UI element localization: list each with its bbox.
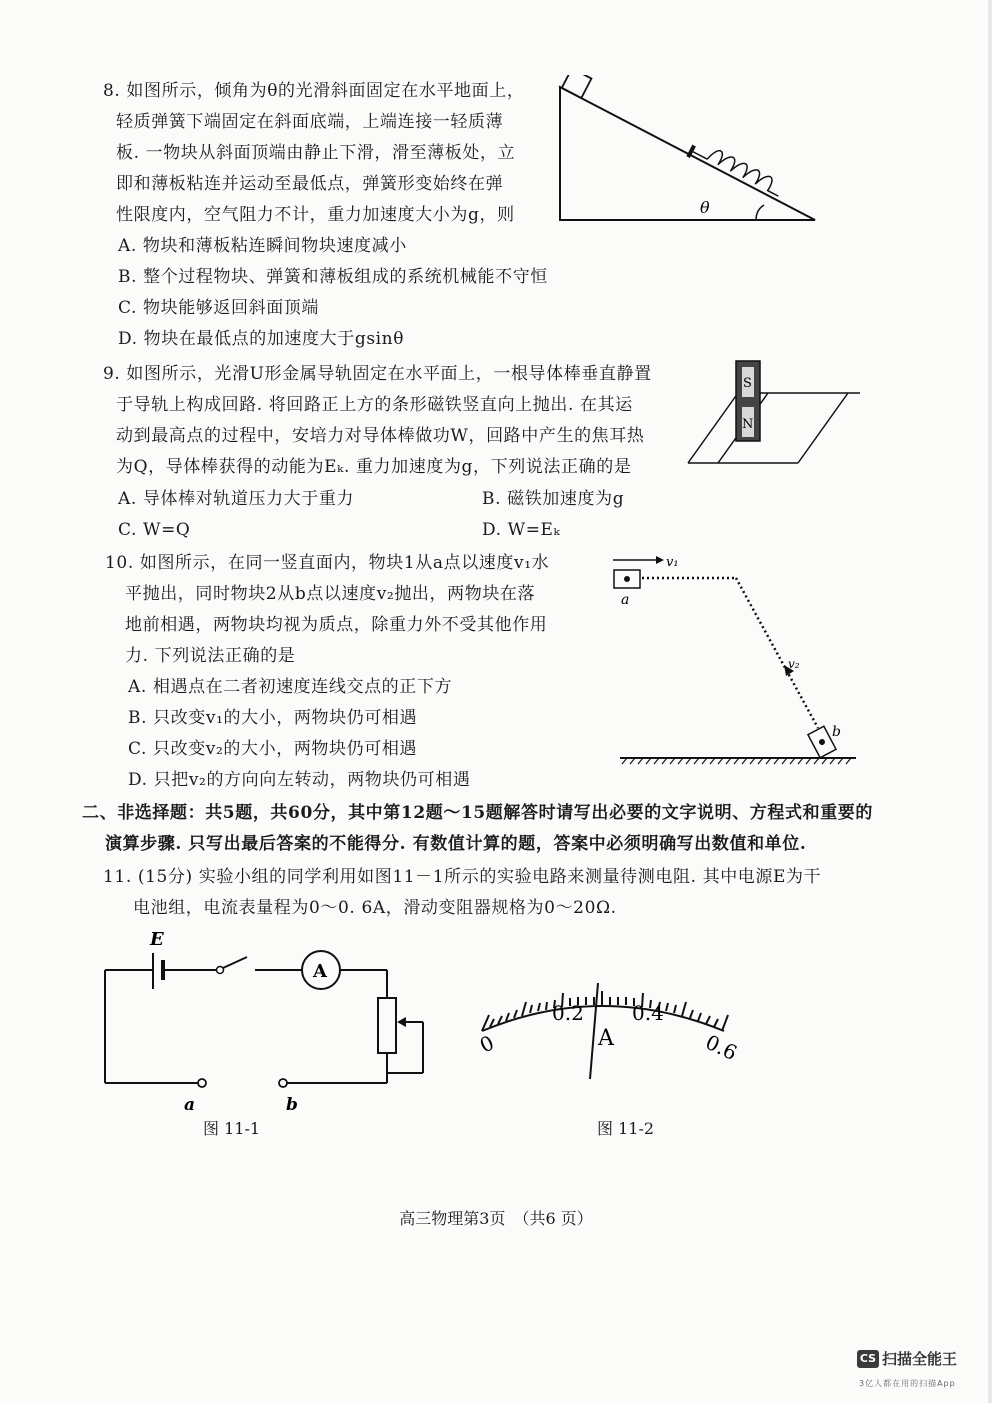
point-b-label: b bbox=[832, 724, 841, 740]
v2-label: v₂ bbox=[788, 657, 800, 671]
page-footer: 高三物理第3页 （共6 页） bbox=[399, 1209, 593, 1228]
q8-option-d: D. 物块在最低点的加速度大于gsinθ bbox=[118, 329, 405, 349]
point-a-label: a bbox=[621, 592, 630, 608]
terminal-a-label: a bbox=[184, 1095, 196, 1115]
q9-option-c: C. W=Q bbox=[118, 520, 191, 540]
q10-option-c: C. 只改变v₂的大小，两物块仍可相遇 bbox=[128, 739, 418, 759]
q9-stem-line: 动到最高点的过程中，安培力对导体棒做功W，回路中产生的焦耳热 bbox=[116, 426, 645, 446]
q10-option-a: A. 相遇点在二者初速度连线交点的正下方 bbox=[128, 677, 453, 697]
q8-stem-line: 性限度内，空气阻力不计，重力加速度大小为g，则 bbox=[116, 205, 515, 225]
incline-spring-figure bbox=[550, 75, 830, 230]
terminal-b-label: b bbox=[286, 1095, 298, 1115]
section-2-heading: 二、非选择题：共5题，共60分，其中第12题～15题解答时请写出必要的文字说明、方程式和重要的 bbox=[82, 803, 873, 823]
q10-stem-line: 平抛出，同时物块2从b点以速度v₂抛出，两物块在落 bbox=[125, 584, 536, 604]
v1-label: v₁ bbox=[666, 555, 679, 570]
q9-option-a: A. 导体棒对轨道压力大于重力 bbox=[118, 489, 355, 509]
ammeter-a-label: A bbox=[313, 961, 327, 982]
section-2-heading-cont: 演算步骤. 只写出最后答案的不能得分. 有数值计算的题，答案中必须明确写出数值和单位. bbox=[105, 834, 807, 854]
q8-option-c: C. 物块能够返回斜面顶端 bbox=[118, 298, 320, 318]
scanner-tagline: 3亿人都在用的扫描App bbox=[859, 1379, 956, 1388]
scanner-watermark bbox=[857, 1348, 957, 1369]
q10-option-b: B. 只改变v₁的大小，两物块仍可相遇 bbox=[128, 708, 418, 728]
q8-stem-line: 轻质弹簧下端固定在斜面底端，上端连接一轻质薄 bbox=[116, 112, 504, 132]
q9-stem-line: 9. 如图所示，光滑U形金属导轨固定在水平面上，一根导体棒垂直静置 bbox=[103, 364, 652, 384]
dial-tick-0.4: 0.4 bbox=[632, 1001, 664, 1025]
q11-stem-line: 11. (15分) 实验小组的同学利用如图11－1所示的实验电路来测量待测电阻. 其中电源E为干 bbox=[103, 867, 822, 887]
q9-option-b: B. 磁铁加速度为g bbox=[482, 489, 625, 509]
magnet-rail-figure bbox=[680, 355, 860, 470]
dial-tick-0: 0 bbox=[475, 1030, 498, 1058]
q10-stem-line: 10. 如图所示，在同一竖直面内，物块1从a点以速度v₁水 bbox=[105, 553, 550, 573]
magnet-s-label: S bbox=[743, 376, 752, 391]
page-edge bbox=[988, 0, 992, 1403]
figure-11-1-caption: 图 11-1 bbox=[203, 1119, 261, 1138]
dial-tick-0.6: 0.6 bbox=[701, 1029, 741, 1065]
q10-option-d: D. 只把v₂的方向向左转动，两物块仍可相遇 bbox=[128, 770, 471, 790]
cs-logo-icon: CS bbox=[857, 1350, 879, 1368]
dial-unit-a: A bbox=[598, 1026, 614, 1051]
q9-stem-line: 于导轨上构成回路. 将回路正上方的条形磁铁竖直向上抛出. 在其运 bbox=[116, 395, 633, 415]
q9-option-d: D. W=Eₖ bbox=[482, 520, 561, 540]
dial-tick-0.2: 0.2 bbox=[552, 1001, 584, 1025]
battery-e-label: E bbox=[150, 929, 164, 950]
q8-stem-line: 8. 如图所示，倾角为θ的光滑斜面固定在水平地面上， bbox=[103, 81, 525, 101]
q8-option-a: A. 物块和薄板粘连瞬间物块速度减小 bbox=[118, 236, 407, 256]
figure-11-2-caption: 图 11-2 bbox=[597, 1119, 655, 1138]
scanner-app-name: 扫描全能王 bbox=[882, 1350, 958, 1368]
circuit-figure bbox=[95, 925, 445, 1115]
q8-option-b: B. 整个过程物块、弹簧和薄板组成的系统机械能不守恒 bbox=[118, 267, 548, 287]
q10-stem-line: 地前相遇，两物块均视为质点，除重力外不受其他作用 bbox=[125, 615, 548, 635]
q8-stem-line: 即和薄板粘连并运动至最低点，弹簧形变始终在弹 bbox=[116, 174, 504, 194]
magnet-n-label: N bbox=[742, 417, 754, 432]
projectile-figure bbox=[608, 550, 863, 770]
q9-stem-line: 为Q，导体棒获得的动能为Eₖ. 重力加速度为g，下列说法正确的是 bbox=[116, 457, 632, 477]
q10-stem-line: 力. 下列说法正确的是 bbox=[125, 646, 296, 666]
q11-stem-line: 电池组，电流表量程为0～0. 6A，滑动变阻器规格为0～20Ω. bbox=[133, 898, 617, 918]
theta-label: θ bbox=[700, 198, 710, 217]
ammeter-dial-figure bbox=[462, 965, 747, 1085]
q8-stem-line: 板. 一物块从斜面顶端由静止下滑，滑至薄板处，立 bbox=[116, 143, 516, 163]
